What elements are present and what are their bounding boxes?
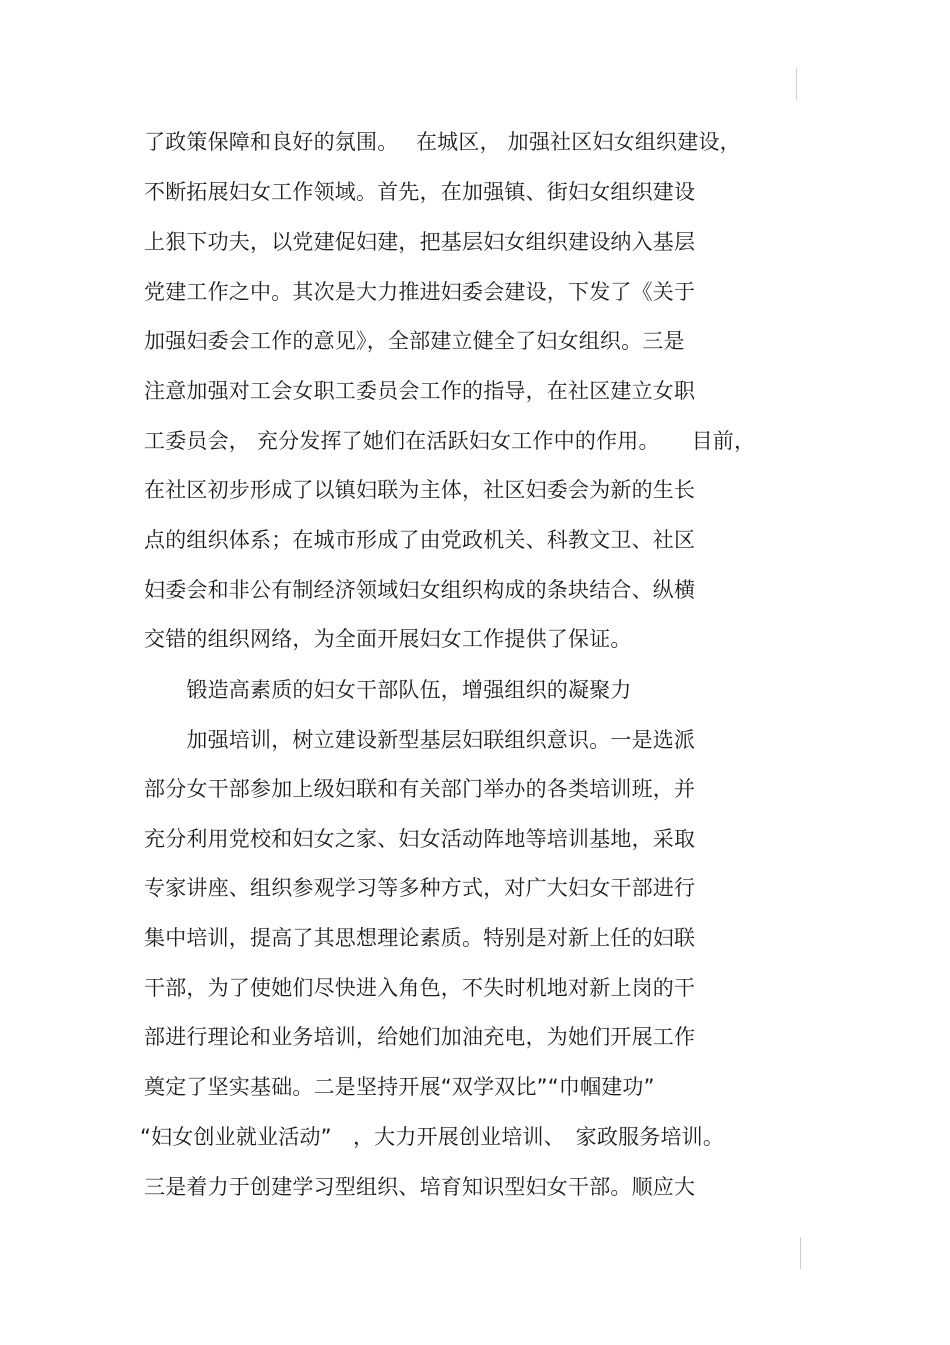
text-line: 集中培训，提高了其思想理论素质。特别是对新上任的妇联 <box>144 926 696 950</box>
text-line: 点的组织体系；在城市形成了由党政机关、科教文卫、社区 <box>144 528 696 552</box>
page-edge-mark-top <box>796 68 797 100</box>
text-line: 专家讲座、组织参观学习等多种方式，对广大妇女干部进行 <box>144 876 696 900</box>
text-line: 工委员会， 充分发挥了她们在活跃妇女工作中的作用。 目前， <box>144 429 756 453</box>
text-line: 部分女干部参加上级妇联和有关部门举办的各类培训班，并 <box>144 777 696 801</box>
text-line: 部进行理论和业务培训，给她们加油充电，为她们开展工作 <box>144 1025 696 1049</box>
text-line: 奠定了坚实基础。二是坚持开展“双学双比”“巾帼建功” <box>144 1075 655 1099</box>
text-line: 在社区初步形成了以镇妇联为主体，社区妇委会为新的生长 <box>144 478 696 502</box>
text-line: 三是着力于创建学习型组织、培育知识型妇女干部。顺应大 <box>144 1175 696 1199</box>
text-line: 妇委会和非公有制经济领域妇女组织构成的条块结合、纵横 <box>144 578 696 602</box>
text-line: 了政策保障和良好的氛围。 在城区， 加强社区妇女组织建设， <box>144 130 741 154</box>
text-line: 加强妇委会工作的意见》，全部建立健全了妇女组织。三是 <box>144 329 685 353</box>
page-edge-mark-bottom <box>800 1237 801 1269</box>
section-heading: 锻造高素质的妇女干部队伍，增强组织的凝聚力 <box>144 678 632 702</box>
text-line: 注意加强对工会女职工委员会工作的指导，在社区建立女职 <box>144 379 696 403</box>
text-line: 不断拓展妇女工作领域。首先，在加强镇、街妇女组织建设 <box>144 180 696 204</box>
text-line: 加强培训，树立建设新型基层妇联组织意识。一是选派 <box>144 728 696 752</box>
text-line: 上狠下功夫，以党建促妇建，把基层妇女组织建设纳入基层 <box>144 230 696 254</box>
text-line: 充分利用党校和妇女之家、妇女活动阵地等培训基地，采取 <box>144 827 696 851</box>
text-line: “妇女创业就业活动” ，大力开展创业培训、 家政服务培训。 <box>140 1125 725 1149</box>
text-line: 交错的组织网络，为全面开展妇女工作提供了保证。 <box>144 627 632 651</box>
text-line: 干部，为了使她们尽快进入角色，不失时机地对新上岗的干 <box>144 976 696 1000</box>
text-line: 党建工作之中。其次是大力推进妇委会建设，下发了《关于 <box>144 280 696 304</box>
